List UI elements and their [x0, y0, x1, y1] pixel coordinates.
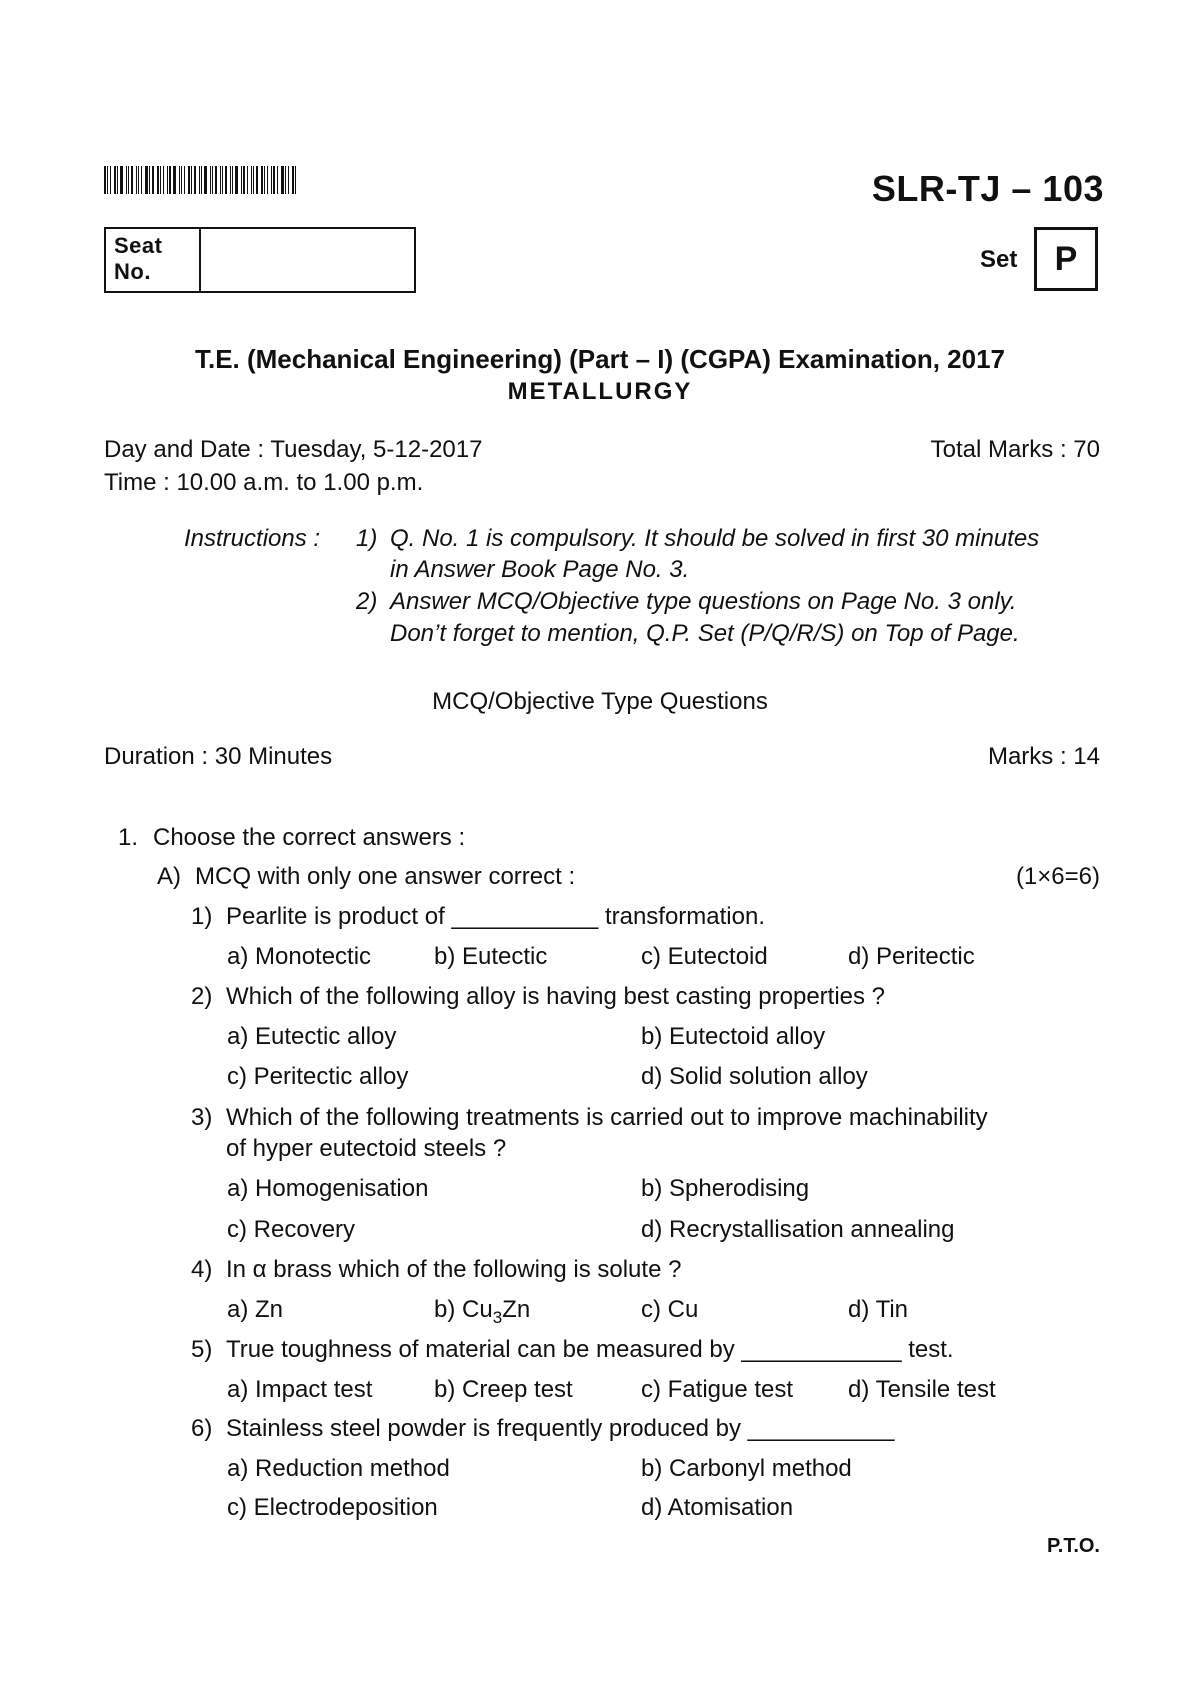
barcode-bar	[285, 166, 286, 194]
barcode-bar	[273, 166, 275, 194]
option: c) Cu	[641, 1296, 699, 1323]
barcode-bar	[149, 166, 150, 194]
paper-code: SLR-TJ – 103	[871, 168, 1104, 209]
barcode-bar	[220, 166, 221, 194]
barcode-bar	[241, 166, 242, 194]
barcode-bar	[281, 166, 284, 194]
option: b) Spherodising	[641, 1175, 810, 1202]
barcode-bar	[120, 166, 123, 194]
mcq-number: 2)	[191, 983, 213, 1010]
barcode-bar	[210, 166, 211, 194]
mcq-question: of hyper eutectoid steels ?	[226, 1135, 507, 1162]
barcode-bar	[215, 166, 217, 194]
barcode-bar	[181, 166, 182, 194]
barcode-bar	[243, 166, 245, 194]
barcode-bar	[169, 166, 171, 194]
barcode-bar	[222, 166, 223, 194]
mcq-number: 1)	[191, 903, 213, 930]
barcode-bar	[288, 166, 289, 194]
part-marks: (1×6=6)	[1015, 863, 1100, 890]
option-text: b) Cu	[434, 1296, 493, 1323]
barcode-bar	[110, 166, 111, 194]
option: a) Zn	[227, 1296, 284, 1323]
option-text: Zn	[502, 1296, 531, 1323]
instruction-text: in Answer Book Page No. 3.	[390, 556, 690, 583]
mcq-question: Which of the following treatments is carried out to improve machinability	[226, 1104, 988, 1131]
barcode-bar	[104, 166, 106, 194]
option: c) Peritectic alloy	[227, 1063, 409, 1090]
barcode-bar	[117, 166, 118, 194]
barcode-bar	[253, 166, 254, 194]
barcode-bar	[114, 166, 116, 194]
part-text: MCQ with only one answer correct :	[195, 863, 576, 890]
barcode-bar	[267, 166, 268, 194]
option: a) Homogenisation	[227, 1175, 429, 1202]
exam-title: T.E. (Mechanical Engineering) (Part – I) (CGPA) Examination, 2017	[194, 344, 1006, 374]
mcq-number: 3)	[191, 1104, 213, 1131]
barcode-bar	[188, 166, 190, 194]
barcode-bar	[191, 166, 192, 194]
option: d) Atomisation	[641, 1494, 794, 1521]
subject-title: METALLURGY	[507, 378, 693, 405]
instructions-label: Instructions :	[184, 525, 321, 552]
option: c) Recovery	[227, 1216, 356, 1243]
option: d) Solid solution alloy	[641, 1063, 868, 1090]
barcode-bar	[160, 166, 161, 194]
option: a) Reduction method	[227, 1455, 450, 1482]
part-label: A)	[157, 863, 181, 890]
option: b) Eutectoid alloy	[641, 1023, 826, 1050]
option: b) Creep test	[434, 1376, 573, 1403]
barcode-bar	[256, 166, 258, 194]
question-text: Choose the correct answers :	[153, 824, 466, 851]
option: a) Eutectic alloy	[227, 1023, 397, 1050]
barcode-bar	[138, 166, 139, 194]
option: c) Fatigue test	[641, 1376, 794, 1403]
barcode-bar	[235, 166, 238, 194]
barcode-bar	[141, 166, 142, 194]
instruction-num: 2)	[356, 588, 378, 615]
option	[434, 1296, 530, 1328]
instruction-num: 1)	[356, 525, 378, 552]
set-label: Set	[980, 246, 1018, 273]
barcode-bar	[128, 166, 129, 194]
barcode-bar	[163, 166, 164, 194]
option: c) Eutectoid	[641, 943, 768, 970]
barcode-bar	[232, 166, 233, 194]
barcode-bar	[179, 166, 180, 194]
set-box: P	[1034, 227, 1098, 291]
seat-number-field[interactable]	[201, 229, 414, 291]
instruction-text: Q. No. 1 is compulsory. It should be solved in first 30 minutes	[390, 525, 1040, 552]
barcode-bar	[230, 166, 231, 194]
barcode-bar	[126, 166, 127, 194]
mcq-question: In α brass which of the following is solute ?	[226, 1256, 682, 1283]
barcode-bar	[199, 166, 200, 194]
barcode-bar	[194, 166, 196, 194]
mcq-question: True toughness of material can be measured by ____________ test.	[226, 1336, 954, 1363]
seat-label: Seat No.	[106, 229, 201, 291]
exam-time: Time : 10.00 a.m. to 1.00 p.m.	[104, 469, 424, 496]
barcode-bar	[145, 166, 148, 194]
barcode-bar	[152, 166, 154, 194]
option: d) Tensile test	[848, 1376, 996, 1403]
barcode-bar	[295, 166, 296, 194]
barcode-bar	[204, 166, 207, 194]
option: d) Tin	[848, 1296, 909, 1323]
section-marks: Marks : 14	[987, 743, 1100, 770]
mcq-number: 5)	[191, 1336, 213, 1363]
option: b) Eutectic	[434, 943, 548, 970]
option: c) Electrodeposition	[227, 1494, 438, 1521]
pto-label: P.T.O.	[1047, 1535, 1100, 1557]
mcq-question: Which of the following alloy is having best casting properties ?	[226, 983, 886, 1010]
barcode-bar	[277, 166, 278, 194]
barcode-bar	[131, 166, 133, 194]
option: a) Impact test	[227, 1376, 373, 1403]
barcode-bar	[292, 166, 294, 194]
mcq-question: Pearlite is product of ___________ transformation.	[226, 903, 766, 930]
barcode-bar	[271, 166, 272, 194]
option: b) Carbonyl method	[641, 1455, 852, 1482]
instruction-text: Answer MCQ/Objective type questions on Page No. 3 only.	[390, 588, 1017, 615]
barcode-bar	[251, 166, 252, 194]
barcode-bar	[157, 166, 159, 194]
option: a) Monotectic	[227, 943, 372, 970]
mcq-question: Stainless steel powder is frequently produced by ___________	[226, 1415, 895, 1442]
barcode-bar	[225, 166, 227, 194]
mcq-number: 6)	[191, 1415, 213, 1442]
section-heading: MCQ/Objective Type Questions	[432, 688, 768, 715]
barcode-bar	[167, 166, 168, 194]
instruction-text: Don’t forget to mention, Q.P. Set (P/Q/R/S) on Top of Page.	[390, 620, 1020, 647]
barcode-bar	[136, 166, 137, 194]
option: d) Recrystallisation annealing	[641, 1216, 955, 1243]
day-date: Day and Date : Tuesday, 5-12-2017	[104, 436, 483, 463]
barcode-bar	[107, 166, 108, 194]
barcode-bar	[264, 166, 265, 194]
barcode-bar	[247, 166, 248, 194]
barcode-bar	[173, 166, 176, 194]
mcq-number: 4)	[191, 1256, 213, 1283]
barcode-bar	[212, 166, 213, 194]
total-marks: Total Marks : 70	[930, 436, 1100, 463]
barcode-bar	[184, 166, 185, 194]
barcode	[104, 166, 334, 194]
seat-number-box	[104, 227, 416, 293]
subscript: 3	[492, 1307, 503, 1327]
option: d) Peritectic	[848, 943, 975, 970]
barcode-bar	[201, 166, 202, 194]
duration: Duration : 30 Minutes	[104, 743, 333, 770]
question-number: 1.	[118, 824, 139, 851]
barcode-bar	[261, 166, 263, 194]
